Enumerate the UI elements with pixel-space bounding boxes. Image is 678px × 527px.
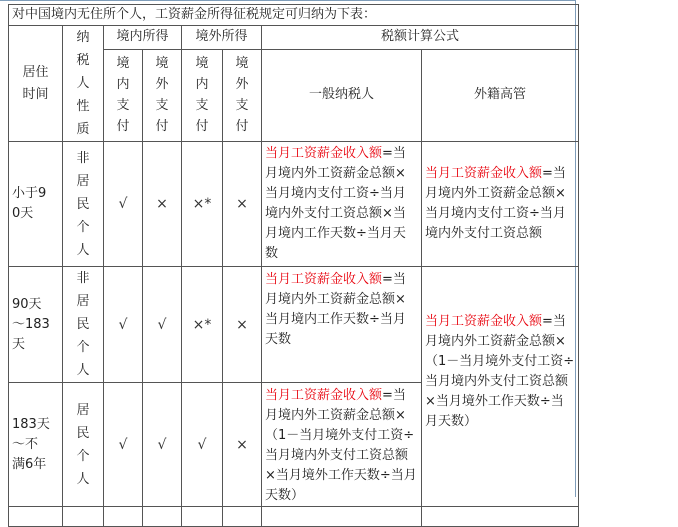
domestic-income-domestic-pay-mark: √ — [104, 142, 143, 267]
header-row-1 — [9, 26, 579, 50]
residence-time-line: 183天 — [12, 416, 50, 432]
formula-text: =当月境内外工资薪金总额×当月境内支付工资÷当月境内外支付工资总额×当月境内工作天数÷当月天数 — [265, 146, 406, 261]
general-taxpayer-formula — [262, 267, 422, 383]
residence-time-line: 90天 — [12, 296, 42, 312]
residence-time-line: 小于9 — [12, 186, 47, 201]
header-foreign-pay-label-1: 境外支付 — [155, 56, 169, 135]
formula-highlight: 当月工资薪金收入额 — [265, 146, 383, 161]
formula-text: =当月境内外工资薪金总额×（1－当月境外支付工资÷当月境内外支付工资总额×当月境外工作天数÷当月天数） — [265, 388, 417, 503]
table-row-partial — [9, 507, 579, 527]
residence-time-line: ～不 — [12, 436, 39, 452]
header-foreign-income-domestic-pay — [182, 49, 223, 141]
header-foreign-exec: 外籍高管 — [422, 49, 579, 141]
general-taxpayer-formula — [262, 142, 422, 267]
partial-cell — [262, 507, 422, 527]
header-foreign-income-foreign-pay — [223, 49, 262, 141]
foreign-income-foreign-pay-mark: × — [223, 267, 262, 383]
table-row — [9, 142, 579, 267]
partial-cell — [9, 507, 63, 527]
partial-cell — [223, 507, 262, 527]
foreign-income-foreign-pay-mark: × — [223, 383, 262, 507]
partial-cell — [182, 507, 223, 527]
general-taxpayer-formula — [262, 383, 422, 507]
header-domestic-pay-label-1: 境内支付 — [116, 56, 130, 135]
formula-highlight: 当月工资薪金收入额 — [265, 272, 383, 287]
header-domestic-income-foreign-pay — [143, 49, 182, 141]
residence-time-line: 天 — [12, 336, 26, 352]
domestic-income-domestic-pay-mark: √ — [104, 383, 143, 507]
formula-highlight: 当月工资薪金收入额 — [425, 166, 543, 181]
residence-time-line: 满6年 — [12, 456, 47, 472]
table-row — [9, 267, 579, 383]
taxpayer-nature-cell — [63, 142, 104, 267]
header-foreign-income: 境外所得 — [182, 26, 262, 50]
residence-time-cell — [9, 383, 63, 507]
header-domestic-pay-label-2: 境内支付 — [195, 56, 209, 135]
partial-cell — [104, 507, 143, 527]
foreign-exec-formula — [422, 142, 579, 267]
header-formula-group: 税额计算公式 — [262, 26, 579, 50]
partial-cell — [63, 507, 104, 527]
taxpayer-nature-text: 非居民个人 — [76, 150, 90, 258]
foreign-exec-formula — [422, 267, 579, 507]
formula-text: =当月境内外工资薪金总额×（1－当月境外支付工资÷当月境内外支付工资总额×当月境外工作天数÷当月天数） — [425, 314, 575, 429]
residence-time-cell — [9, 142, 63, 267]
foreign-income-domestic-pay-mark: ×* — [182, 142, 223, 267]
taxpayer-nature-cell — [63, 383, 104, 507]
partial-cell — [143, 507, 182, 527]
taxpayer-nature-text: 非居民个人 — [76, 271, 90, 378]
table-caption: 对中国境内无住所个人，工资薪金所得征税规定可归纳为下表： — [9, 5, 579, 26]
header-taxpayer-nature-label: 纳税人性质 — [76, 30, 90, 137]
domestic-income-foreign-pay-mark: √ — [143, 383, 182, 507]
header-domestic-income: 境内所得 — [104, 26, 182, 50]
foreign-income-domestic-pay-mark: ×* — [182, 267, 223, 383]
residence-time-cell — [9, 267, 63, 383]
header-general-taxpayer: 一般纳税人 — [262, 49, 422, 141]
header-foreign-pay-label-2: 境外支付 — [235, 56, 249, 135]
header-residence-time-label: 居住时间 — [22, 64, 49, 102]
residence-time-line: 0天 — [12, 206, 34, 221]
header-taxpayer-nature — [63, 26, 104, 142]
foreign-income-domestic-pay-mark: √ — [182, 383, 223, 507]
partial-cell — [422, 507, 579, 527]
formula-highlight: 当月工资薪金收入额 — [265, 388, 383, 403]
foreign-income-foreign-pay-mark: × — [223, 142, 262, 267]
domestic-income-foreign-pay-mark: √ — [143, 267, 182, 383]
tax-rules-table — [8, 4, 579, 527]
header-domestic-income-domestic-pay — [104, 49, 143, 141]
formula-highlight: 当月工资薪金收入额 — [425, 314, 543, 329]
header-residence-time — [9, 26, 63, 142]
domestic-income-foreign-pay-mark: × — [143, 142, 182, 267]
formula-text: =当月境内外工资薪金总额×当月境内支付工资÷当月境内外支付工资总额 — [425, 166, 566, 241]
domestic-income-domestic-pay-mark: √ — [104, 267, 143, 383]
taxpayer-nature-text: 居民个人 — [76, 402, 90, 487]
residence-time-line: ～183 — [12, 316, 50, 332]
taxpayer-nature-cell — [63, 267, 104, 383]
formula-text: =当月境内外工资薪金总额×当月境内工作天数÷当月天数 — [265, 272, 406, 347]
caption-row — [9, 5, 579, 26]
